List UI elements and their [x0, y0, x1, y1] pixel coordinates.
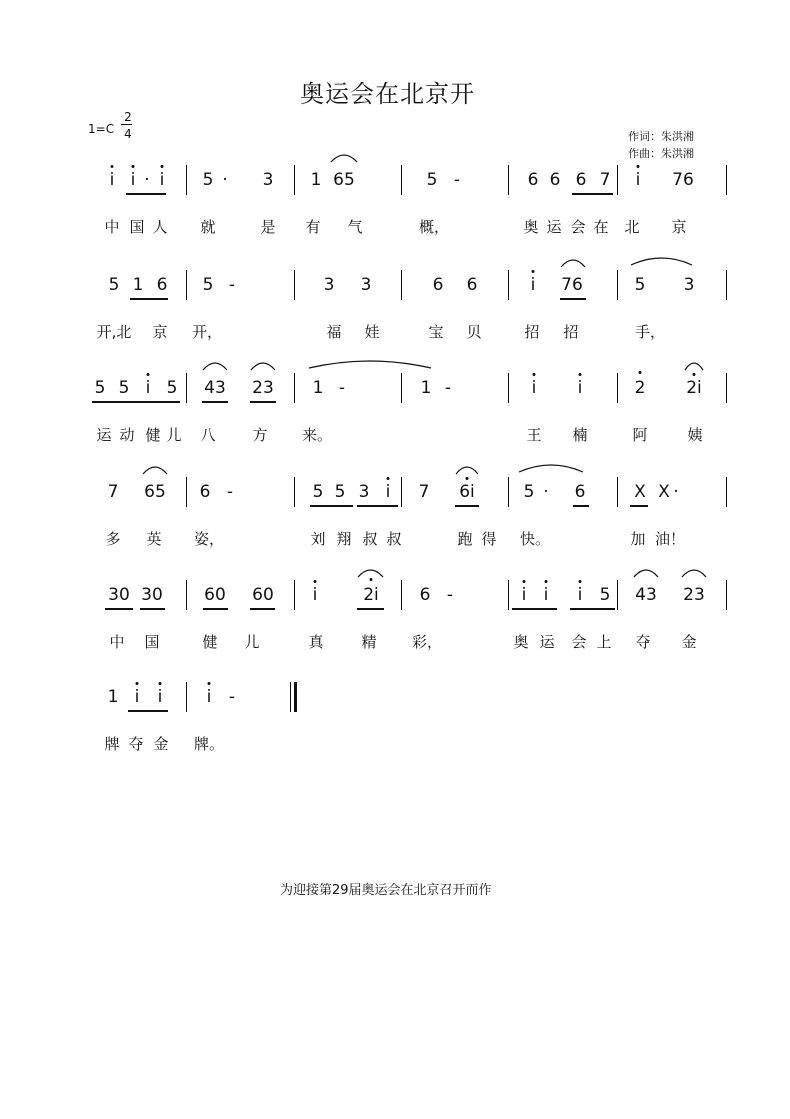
- lyric-syllable: 八: [200, 426, 216, 444]
- lyric-syllable: 得: [481, 530, 497, 548]
- lyric-syllable: 精: [361, 633, 377, 651]
- lyric-syllable: 姿，: [193, 530, 225, 548]
- lyric-syllable: 气: [347, 218, 363, 236]
- jianpu-note: i: [134, 687, 140, 707]
- lyric-syllable: 手，: [634, 323, 666, 341]
- slur-curve: [203, 363, 227, 370]
- beam-line: [202, 401, 228, 403]
- jianpu-note: 6: [527, 170, 539, 190]
- octave-dot: [545, 580, 548, 583]
- jianpu-note: i: [206, 687, 212, 707]
- jianpu-note: ·: [222, 170, 228, 190]
- slur-arc: [684, 360, 704, 372]
- jianpu-note: 6: [549, 170, 561, 190]
- jianpu-note: 1: [312, 378, 324, 398]
- jianpu-note: 1: [132, 275, 144, 295]
- lyric-syllable: 楠: [572, 426, 588, 444]
- jianpu-note: i: [543, 585, 549, 605]
- lyric-syllable: 彩，: [411, 633, 443, 651]
- barline: [617, 477, 618, 507]
- jianpu-note: 1: [420, 378, 432, 398]
- barline: [186, 682, 187, 712]
- octave-dot: [208, 682, 211, 685]
- barline: [294, 270, 295, 300]
- beam-line: [573, 505, 589, 507]
- octave-dot: [159, 682, 162, 685]
- jianpu-note: 3: [358, 482, 370, 502]
- jianpu-note: X: [658, 482, 670, 502]
- jianpu-note: i: [130, 170, 136, 190]
- jianpu-note: 7: [599, 170, 611, 190]
- slur-arc: [308, 358, 432, 370]
- beam-line: [455, 505, 479, 507]
- octave-dot: [579, 373, 582, 376]
- lyric-syllable: 儿: [166, 426, 182, 444]
- barline: [294, 580, 295, 610]
- octave-dot: [111, 165, 114, 168]
- jianpu-note: 23: [683, 585, 705, 605]
- jianpu-note: i: [385, 482, 391, 502]
- lyric-syllable: 金: [681, 633, 697, 651]
- jianpu-note: -: [228, 275, 236, 295]
- jianpu-note: 60: [252, 585, 274, 605]
- jianpu-note: 5: [312, 482, 324, 502]
- barline: [508, 165, 509, 195]
- jianpu-note: -: [226, 482, 234, 502]
- lyric-syllable: 运: [96, 426, 112, 444]
- octave-dot: [637, 165, 640, 168]
- jianpu-note: i: [635, 170, 641, 190]
- beam-line: [572, 193, 613, 195]
- jianpu-note: 2i: [686, 378, 702, 398]
- slur-curve: [456, 467, 478, 474]
- barline: [617, 165, 618, 195]
- barline: [294, 165, 295, 195]
- jianpu-note: ·: [543, 482, 549, 502]
- barline: [508, 270, 509, 300]
- jianpu-note: 5: [108, 275, 120, 295]
- octave-dot: [466, 477, 469, 480]
- lyric-syllable: 招: [524, 323, 540, 341]
- jianpu-note: 76: [672, 170, 694, 190]
- jianpu-note: 5: [426, 170, 438, 190]
- jianpu-note: 43: [204, 378, 226, 398]
- beam-line: [560, 298, 586, 300]
- lyric-syllable: 人: [152, 218, 168, 236]
- lyric-syllable: 刘: [310, 530, 326, 548]
- lyric-syllable: 会: [570, 218, 586, 236]
- lyric-syllable: 宝: [428, 323, 444, 341]
- slur-curve: [331, 155, 357, 162]
- jianpu-note: 2i: [363, 585, 379, 605]
- jianpu-note: 5: [334, 482, 346, 502]
- lyric-syllable: 加: [630, 530, 646, 548]
- barline: [294, 477, 295, 507]
- octave-dot: [533, 373, 536, 376]
- jianpu-note: ·: [673, 482, 679, 502]
- beam-line: [357, 505, 398, 507]
- slur-curve: [358, 570, 383, 577]
- beam-line: [128, 710, 168, 712]
- barline: [617, 270, 618, 300]
- lyric-syllable: 概，: [418, 218, 450, 236]
- jianpu-note: 65: [333, 170, 355, 190]
- slur-arc: [330, 152, 358, 164]
- slur-arc: [142, 464, 168, 476]
- jianpu-note: 30: [108, 585, 130, 605]
- lyric-syllable: 奥: [523, 218, 539, 236]
- beam-line: [140, 608, 165, 610]
- lyric-syllable: 跑: [457, 530, 473, 548]
- jianpu-note: -: [228, 687, 236, 707]
- jianpu-note: 1: [310, 170, 322, 190]
- lyric-syllable: 运: [539, 633, 555, 651]
- lyric-syllable: 就: [200, 218, 216, 236]
- lyric-syllable: 北: [624, 218, 640, 236]
- slur-curve: [309, 361, 431, 368]
- slur-curve: [631, 258, 692, 265]
- lyric-syllable: 来。: [301, 426, 333, 444]
- beam-line: [250, 608, 275, 610]
- octave-dot: [579, 580, 582, 583]
- jianpu-note: -: [446, 585, 454, 605]
- time-signature-line: [121, 124, 132, 125]
- jianpu-note: 5: [523, 482, 535, 502]
- beam-line: [130, 298, 168, 300]
- lyric-syllable: 叔: [362, 530, 378, 548]
- lyric-syllable: 英: [146, 530, 162, 548]
- lyric-syllable: 上: [596, 633, 612, 651]
- barline: [726, 477, 727, 507]
- lyric-syllable: 开，: [191, 323, 223, 341]
- jianpu-note: 2: [634, 378, 646, 398]
- jianpu-note: 6: [199, 482, 211, 502]
- jianpu-note: i: [145, 378, 151, 398]
- jianpu-note: 6: [419, 585, 431, 605]
- jianpu-note: i: [109, 170, 115, 190]
- jianpu-note: 3: [360, 275, 372, 295]
- barline: [617, 373, 618, 403]
- lyric-syllable: 多: [105, 530, 121, 548]
- lyric-syllable: 姨: [687, 426, 703, 444]
- final-barline-thick: [294, 682, 297, 712]
- lyric-syllable: 叔: [386, 530, 402, 548]
- jianpu-note: i: [577, 378, 583, 398]
- composer-credit: 作曲：朱洪湘: [628, 147, 694, 160]
- lyric-syllable: 真: [308, 633, 324, 651]
- beam-line: [630, 505, 648, 507]
- jianpu-note: 6i: [459, 482, 475, 502]
- lyric-syllable: 京: [671, 218, 687, 236]
- jianpu-note: 5: [94, 378, 106, 398]
- jianpu-note: 23: [252, 378, 274, 398]
- octave-dot: [523, 580, 526, 583]
- jianpu-note: i: [530, 275, 536, 295]
- lyric-syllable: 夺: [635, 633, 651, 651]
- jianpu-note: 5: [634, 275, 646, 295]
- slur-curve: [561, 260, 585, 267]
- jianpu-note: 43: [635, 585, 657, 605]
- lyric-syllable: 健: [202, 633, 218, 651]
- jianpu-note: i: [577, 585, 583, 605]
- lyric-syllable: 开,北: [96, 323, 132, 341]
- slur-arc: [630, 255, 693, 267]
- lyric-syllable: 贝: [466, 323, 482, 341]
- lyric-syllable: 牌: [104, 735, 120, 753]
- slur-curve: [143, 467, 167, 474]
- jianpu-note: 76: [561, 275, 583, 295]
- barline: [401, 270, 402, 300]
- octave-dot: [693, 373, 696, 376]
- lyric-syllable: 牌。: [193, 735, 225, 753]
- jianpu-note: 3: [323, 275, 335, 295]
- jianpu-note: 3: [683, 275, 695, 295]
- barline: [508, 373, 509, 403]
- slur-curve: [634, 570, 658, 577]
- jianpu-note: 65: [144, 482, 166, 502]
- lyric-syllable: 快。: [519, 530, 551, 548]
- barline: [186, 373, 187, 403]
- lyric-syllable: 招: [563, 323, 579, 341]
- barline: [186, 477, 187, 507]
- jianpu-note: 5: [599, 585, 611, 605]
- lyric-syllable: 运: [546, 218, 562, 236]
- barline: [726, 270, 727, 300]
- slur-arc: [455, 464, 479, 476]
- jianpu-note: 6: [575, 170, 587, 190]
- barline: [617, 580, 618, 610]
- jianpu-note: i: [521, 585, 527, 605]
- jianpu-note: -: [453, 170, 461, 190]
- lyric-syllable: 国: [144, 633, 160, 651]
- key-signature: 1=C: [88, 122, 115, 136]
- octave-dot: [532, 270, 535, 273]
- lyric-syllable: 动: [119, 426, 135, 444]
- jianpu-note: i: [531, 378, 537, 398]
- jianpu-note: 5: [118, 378, 130, 398]
- barline: [401, 580, 402, 610]
- slur-arc: [560, 257, 586, 269]
- barline: [401, 165, 402, 195]
- jianpu-note: -: [444, 378, 452, 398]
- beam-line: [203, 608, 228, 610]
- slur-arc: [202, 360, 228, 372]
- beam-line: [250, 401, 276, 403]
- slur-curve: [519, 465, 583, 472]
- jianpu-note: i: [159, 170, 165, 190]
- barline: [401, 477, 402, 507]
- jianpu-note: 5: [202, 170, 214, 190]
- lyric-syllable: 京: [152, 323, 168, 341]
- lyric-syllable: 金: [153, 735, 169, 753]
- beam-line: [512, 608, 557, 610]
- beam-line: [310, 505, 353, 507]
- barline: [294, 373, 295, 403]
- lyric-syllable: 娃: [364, 323, 380, 341]
- slur-curve: [685, 363, 703, 370]
- time-signature-upper: 2: [124, 110, 132, 124]
- barline: [508, 477, 509, 507]
- octave-dot: [147, 373, 150, 376]
- beam-line: [105, 608, 133, 610]
- slur-arc: [250, 360, 276, 372]
- jianpu-note: 5: [166, 378, 178, 398]
- barline: [186, 580, 187, 610]
- slur-arc: [518, 462, 584, 474]
- time-signature-lower: 4: [124, 127, 132, 141]
- jianpu-note: i: [312, 585, 318, 605]
- octave-dot: [132, 165, 135, 168]
- beam-line: [92, 401, 180, 403]
- jianpu-note: -: [338, 378, 346, 398]
- lyric-syllable: 油！: [654, 530, 686, 548]
- beam-line: [357, 608, 384, 610]
- slur-curve: [251, 363, 275, 370]
- barline: [186, 165, 187, 195]
- barline: [508, 580, 509, 610]
- jianpu-note: 6: [156, 275, 168, 295]
- jianpu-note: X: [634, 482, 646, 502]
- lyric-syllable: 中: [109, 633, 125, 651]
- lyric-syllable: 翔: [336, 530, 352, 548]
- slur-arc: [357, 567, 384, 579]
- lyric-syllable: 王: [526, 426, 542, 444]
- lyric-syllable: 福: [326, 323, 342, 341]
- jianpu-note: ·: [144, 170, 150, 190]
- lyric-syllable: 阿: [632, 426, 648, 444]
- lyric-syllable: 中: [104, 218, 120, 236]
- beam-line: [570, 608, 615, 610]
- jianpu-note: 60: [204, 585, 226, 605]
- jianpu-note: 7: [418, 482, 430, 502]
- barline: [186, 270, 187, 300]
- slur-arc: [633, 567, 659, 579]
- barline: [726, 580, 727, 610]
- lyric-syllable: 有: [305, 218, 321, 236]
- jianpu-note: i: [157, 687, 163, 707]
- lyric-syllable: 健: [145, 426, 161, 444]
- jianpu-note: 7: [107, 482, 119, 502]
- lyric-syllable: 是: [260, 218, 276, 236]
- octave-dot: [387, 477, 390, 480]
- jianpu-note: 6: [466, 275, 478, 295]
- jianpu-note: 5: [202, 275, 214, 295]
- jianpu-note: 3: [262, 170, 274, 190]
- jianpu-note: 6: [574, 482, 586, 502]
- barline: [726, 373, 727, 403]
- octave-dot: [314, 580, 317, 583]
- barline: [726, 165, 727, 195]
- final-barline-thin: [290, 682, 291, 712]
- octave-dot: [161, 165, 164, 168]
- dedication-footer: 为迎接第29届奥运会在北京召开而作: [280, 883, 492, 898]
- octave-dot: [639, 371, 642, 374]
- barline: [401, 373, 402, 403]
- lyricist-credit: 作词：朱洪湘: [628, 130, 694, 143]
- song-title: 奥运会在北京开: [300, 80, 475, 108]
- octave-dot: [136, 682, 139, 685]
- beam-line: [126, 193, 166, 195]
- jianpu-note: 30: [141, 585, 163, 605]
- lyric-syllable: 国: [129, 218, 145, 236]
- slur-curve: [682, 570, 706, 577]
- jianpu-note: 6: [432, 275, 444, 295]
- lyric-syllable: 儿: [244, 633, 260, 651]
- slur-arc: [681, 567, 707, 579]
- lyric-syllable: 在: [593, 218, 609, 236]
- lyric-syllable: 奥: [513, 633, 529, 651]
- jianpu-note: 1: [107, 687, 119, 707]
- lyric-syllable: 夺: [128, 735, 144, 753]
- lyric-syllable: 会: [571, 633, 587, 651]
- lyric-syllable: 方: [252, 426, 268, 444]
